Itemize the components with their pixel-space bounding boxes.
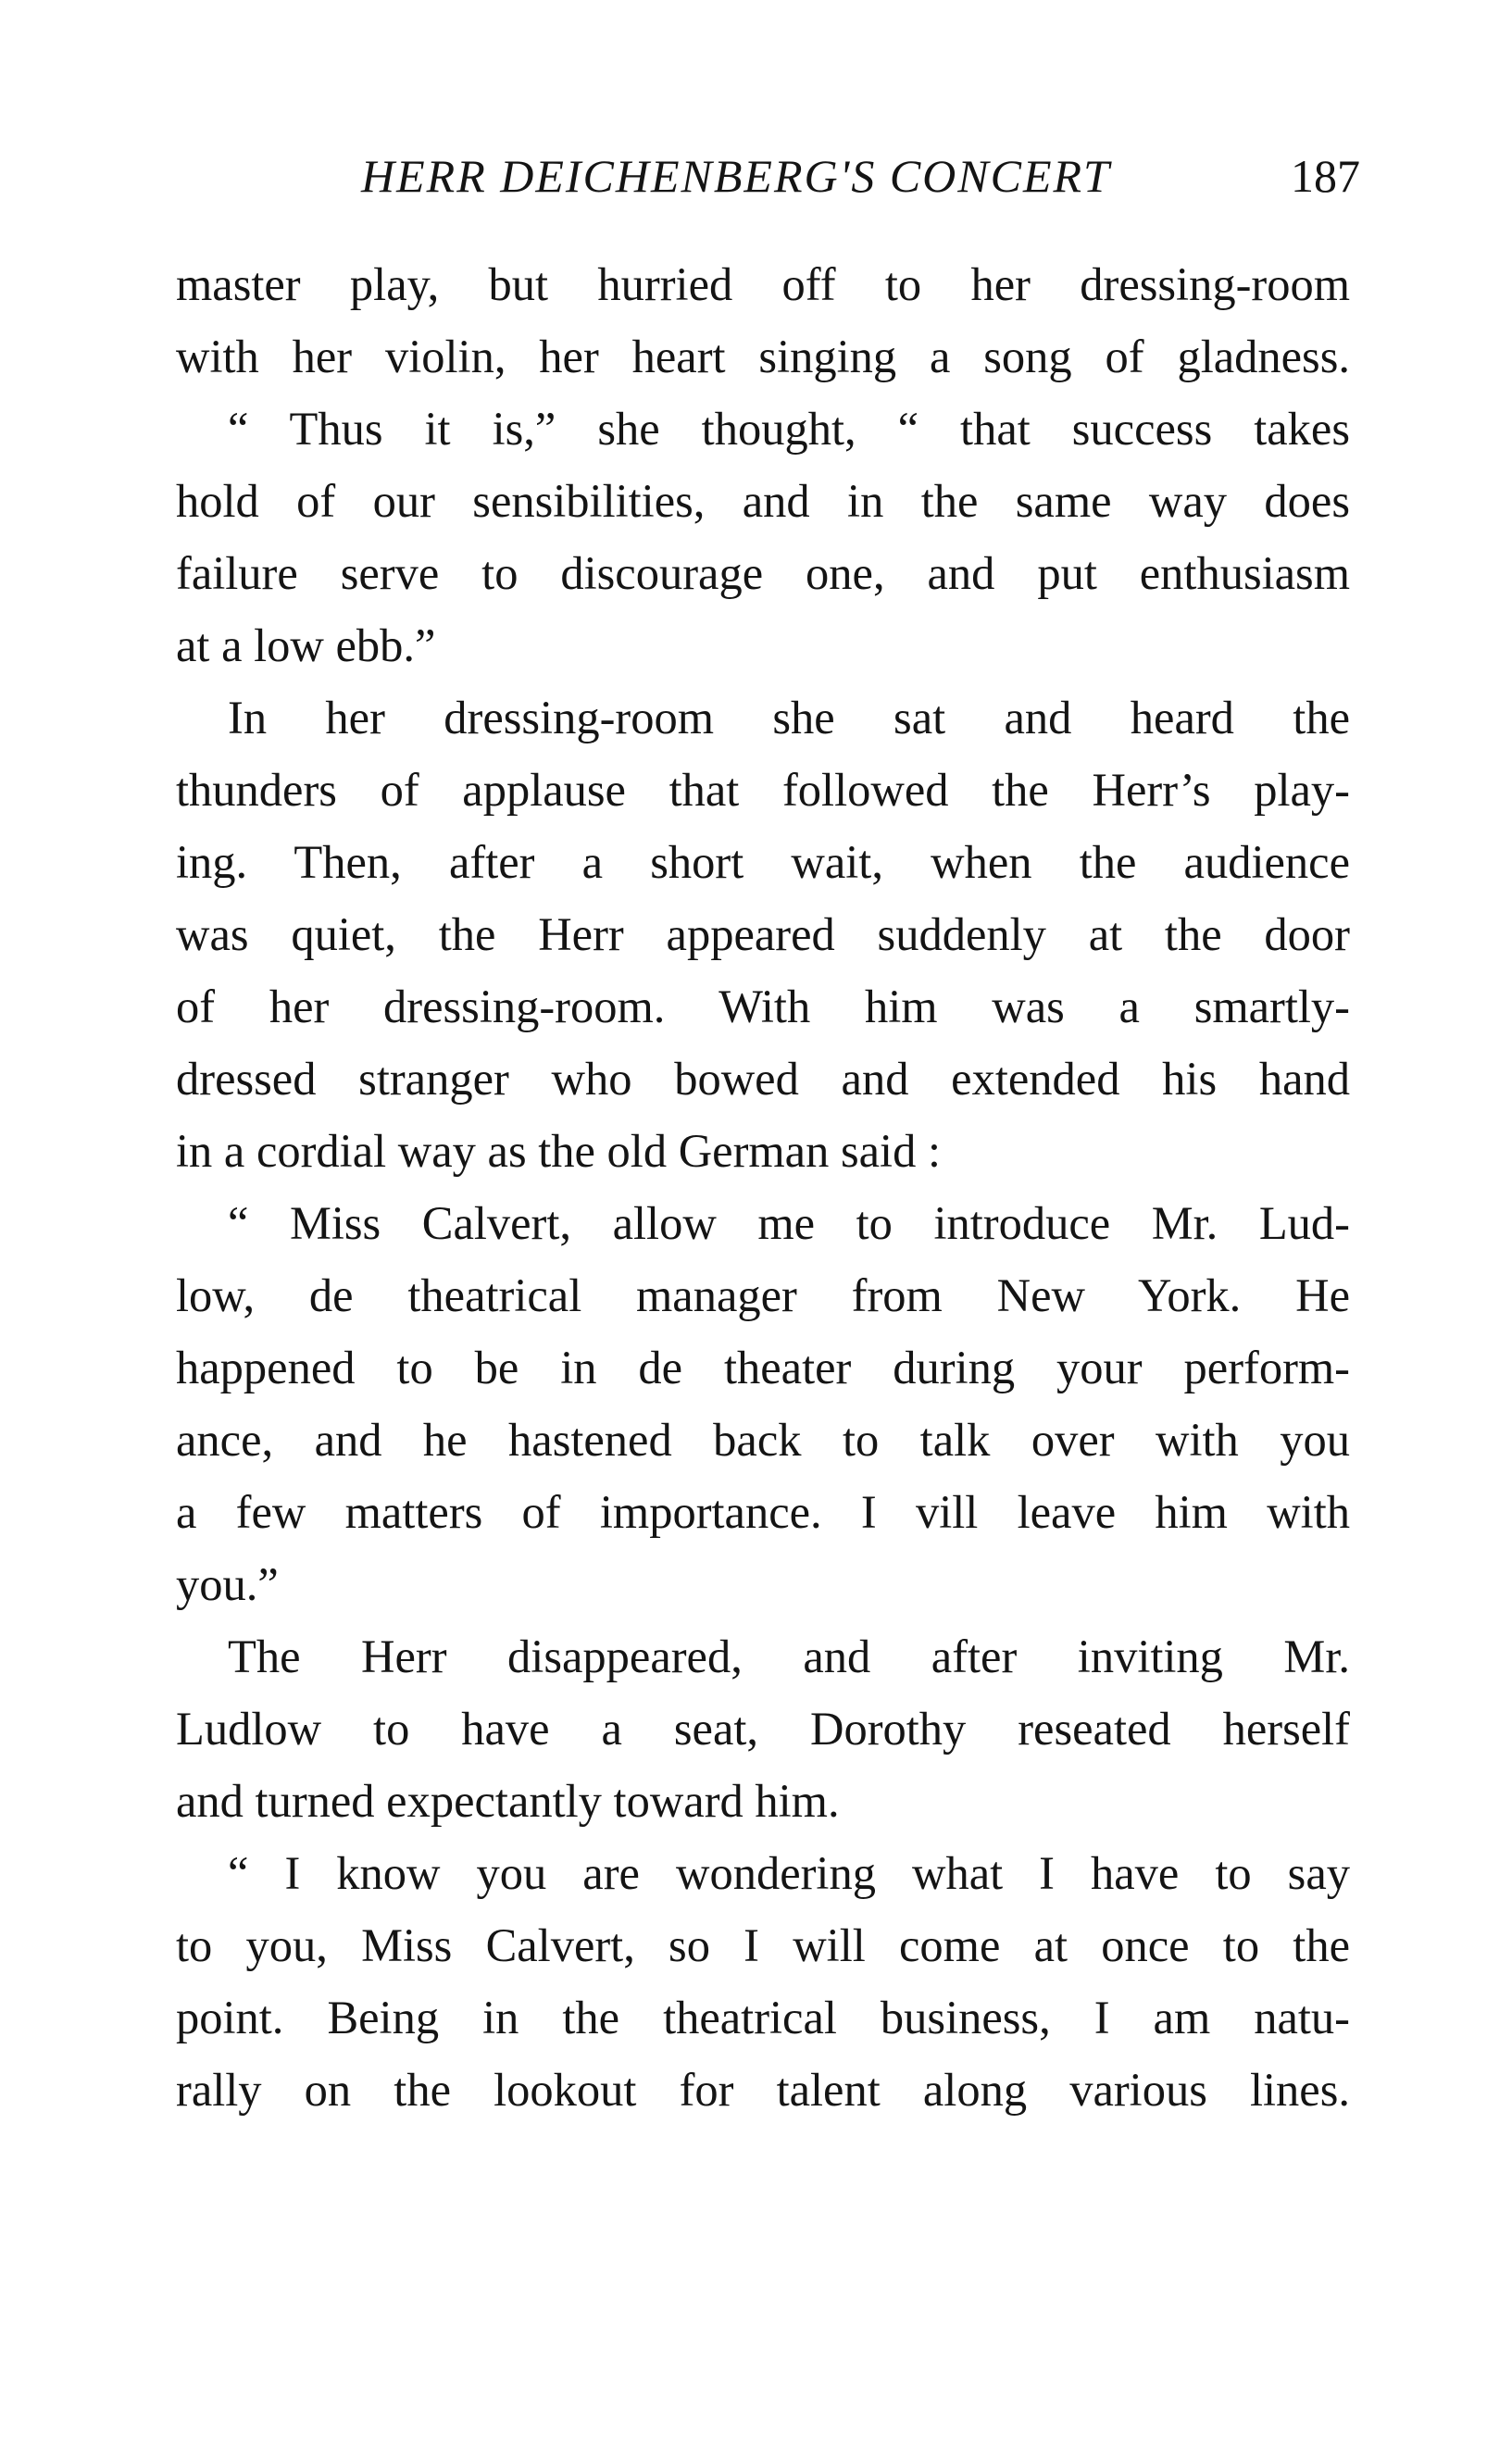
- text-line: happened to be in de theater during your perform-: [176, 1342, 1350, 1393]
- text-line: at a low ebb.”: [176, 619, 436, 671]
- text-line: In her dressing-room she sat and heard the: [228, 692, 1350, 743]
- text-line: ing. Then, after a short wait, when the audience: [176, 836, 1350, 888]
- text-line: of her dressing-room. With him was a smartly-: [176, 981, 1350, 1032]
- text-line: ance, and he hastened back to talk over with you: [176, 1414, 1350, 1466]
- running-title: HERR DEICHENBERG'S CONCERT: [361, 150, 1111, 202]
- text-line: dressed stranger who bowed and extended his hand: [176, 1053, 1350, 1105]
- text-line: Ludlow to have a seat, Dorothy reseated herself: [176, 1703, 1350, 1755]
- text-line: with her violin, her heart singing a song of gladness.: [176, 331, 1350, 382]
- text-line: The Herr disappeared, and after inviting Mr.: [228, 1631, 1350, 1682]
- text-line: rally on the lookout for talent along various lines.: [176, 2064, 1350, 2116]
- running-head: [0, 139, 1512, 213]
- page-number: 187: [1291, 150, 1360, 202]
- text-line: low, de theatrical manager from New York. He: [176, 1269, 1350, 1321]
- text-line: in a cordial way as the old German said :: [176, 1125, 941, 1177]
- text-line: “ I know you are wondering what I have to say: [228, 1847, 1350, 1899]
- text-line: master play, but hurried off to her dressing-room: [176, 258, 1350, 310]
- text-line: hold of our sensibilities, and in the same way does: [176, 475, 1350, 527]
- text-line: was quiet, the Herr appeared suddenly at the door: [176, 908, 1350, 960]
- text-line: point. Being in the theatrical business, I am natu-: [176, 1992, 1350, 2043]
- text-line: “ Miss Calvert, allow me to introduce Mr. Lud-: [228, 1197, 1350, 1249]
- text-line: you.”: [176, 1558, 279, 1610]
- text-line: to you, Miss Calvert, so I will come at once to the: [176, 1919, 1350, 1971]
- text-line: “ Thus it is,” she thought, “ that success takes: [228, 403, 1350, 455]
- text-line: thunders of applause that followed the Herr’s play-: [176, 764, 1350, 816]
- body-text: [176, 248, 1350, 2126]
- text-line: failure serve to discourage one, and put enthusiasm: [176, 547, 1350, 599]
- text-line: and turned expectantly toward him.: [176, 1775, 840, 1827]
- text-line: a few matters of importance. I vill leave him with: [176, 1486, 1350, 1538]
